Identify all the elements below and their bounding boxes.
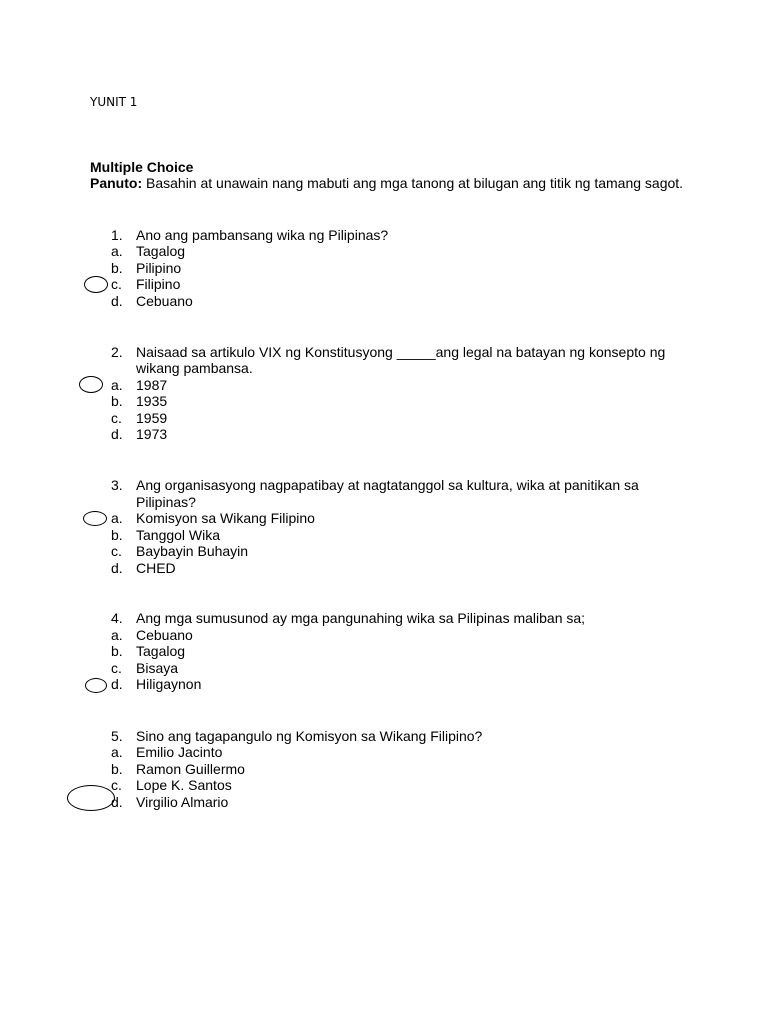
choice-letter: b.: [111, 526, 123, 543]
answer-choice[interactable]: [0, 527, 768, 544]
choice-letter: c.: [111, 777, 122, 794]
choice-letter: d.: [111, 559, 123, 576]
answer-circle-mark: [67, 785, 115, 811]
choice-text: Pilipino: [136, 259, 182, 276]
answer-choice[interactable]: [0, 794, 768, 811]
answer-choice[interactable]: [0, 761, 768, 778]
question-number: 4.: [111, 610, 123, 626]
choice-text: Tagalog: [136, 243, 186, 260]
question-number: 2.: [111, 343, 123, 360]
question-stem-line: [0, 227, 768, 244]
choice-text: Filipino: [136, 276, 181, 293]
answer-choice[interactable]: [0, 543, 768, 560]
answer-choice[interactable]: [0, 377, 768, 394]
choice-text: 1959: [136, 409, 168, 426]
choice-text: 1987: [136, 376, 168, 393]
question-text: Ang organisasyong nagpapatibay at nagtatanggol sa kultura, wika at panitikan sa: [136, 477, 639, 493]
choice-text: Baybayin Buhayin: [136, 543, 249, 560]
choice-letter: c.: [111, 659, 122, 676]
answer-choice[interactable]: [0, 627, 768, 644]
choice-letter: d.: [111, 676, 123, 693]
answer-circle-mark: [79, 376, 103, 393]
answer-choice[interactable]: [0, 426, 768, 443]
question-3: [0, 477, 768, 577]
choice-letter: d.: [111, 793, 123, 810]
answer-choice[interactable]: [0, 676, 768, 693]
choice-text: Cebuano: [136, 626, 193, 643]
question-text: Pilipinas?: [136, 493, 196, 510]
choice-text: Emilio Jacinto: [136, 744, 223, 761]
answer-circle-mark: [83, 511, 107, 526]
answer-choice[interactable]: [0, 393, 768, 410]
answer-circle-mark: [84, 276, 108, 293]
instruction-text: Basahin at unawain nang mabuti ang mga tanong at bilugan ang titik ng tamang sagot.: [142, 175, 684, 191]
unit-title: YUNIT 1: [90, 95, 138, 109]
choice-letter: c.: [111, 543, 122, 560]
section-title: Multiple Choice: [90, 159, 194, 175]
choice-text: Ramon Guillermo: [136, 760, 245, 777]
question-5: [0, 728, 768, 811]
question-text: Ano ang pambansang wika ng Pilipinas?: [136, 226, 389, 243]
choice-letter: b.: [111, 393, 123, 410]
question-stem-line: [0, 344, 768, 361]
question-stem-line: [0, 477, 768, 494]
question-1: [0, 227, 768, 310]
choice-letter: a.: [111, 744, 123, 761]
answer-choice[interactable]: [0, 744, 768, 761]
choice-letter: b.: [111, 643, 123, 660]
answer-choice[interactable]: [0, 276, 768, 293]
question-stem-line: [0, 610, 768, 627]
answer-choice[interactable]: [0, 643, 768, 660]
question-text: Naisaad sa artikulo VIX ng Konstitusyong _____ang legal na batayan ng konsepto ng: [136, 343, 666, 360]
choice-letter: b.: [111, 259, 123, 276]
choice-text: Hiligaynon: [136, 676, 202, 693]
question-2: [0, 344, 768, 444]
choice-text: Cebuano: [136, 292, 193, 309]
choice-letter: c.: [111, 276, 122, 293]
choice-letter: d.: [111, 292, 123, 309]
choice-letter: a.: [111, 243, 123, 260]
question-number: 1.: [111, 226, 123, 243]
answer-choice[interactable]: [0, 260, 768, 277]
choice-text: Tagalog: [136, 643, 186, 660]
choice-text: Bisaya: [136, 659, 179, 676]
choice-text: 1973: [136, 426, 168, 443]
choice-letter: b.: [111, 760, 123, 777]
answer-choice[interactable]: [0, 777, 768, 794]
instruction-label: Panuto:: [90, 175, 143, 191]
choice-text: Komisyon sa Wikang Filipino: [136, 510, 315, 527]
question-4: [0, 610, 768, 693]
choice-letter: a.: [111, 626, 123, 643]
answer-choice[interactable]: [0, 560, 768, 577]
answer-choice[interactable]: [0, 243, 768, 260]
question-text: wikang pambansa.: [136, 360, 253, 377]
question-number: 5.: [111, 727, 123, 744]
question-stem-line: [0, 728, 768, 745]
answer-choice[interactable]: [0, 510, 768, 527]
choice-letter: a.: [111, 376, 123, 393]
question-stem-line: [0, 494, 768, 511]
answer-choice[interactable]: [0, 293, 768, 310]
choice-letter: a.: [111, 510, 123, 527]
choice-text: Tanggol Wika: [136, 526, 221, 543]
answer-circle-mark: [85, 678, 107, 693]
choice-text: Virgilio Almario: [136, 793, 229, 810]
choice-letter: d.: [111, 426, 123, 443]
choice-text: 1935: [136, 393, 168, 410]
question-text: Ang mga sumusunod ay mga pangunahing wika sa Pilipinas maliban sa;: [136, 610, 586, 626]
answer-choice[interactable]: [0, 410, 768, 427]
choice-text: CHED: [136, 559, 176, 576]
instructions: [90, 175, 683, 191]
question-number: 3.: [111, 477, 123, 493]
answer-choice[interactable]: [0, 660, 768, 677]
choice-letter: c.: [111, 409, 122, 426]
choice-text: Lope K. Santos: [136, 777, 232, 794]
question-stem-line: [0, 360, 768, 377]
question-text: Sino ang tagapangulo ng Komisyon sa Wikang Filipino?: [136, 727, 483, 744]
